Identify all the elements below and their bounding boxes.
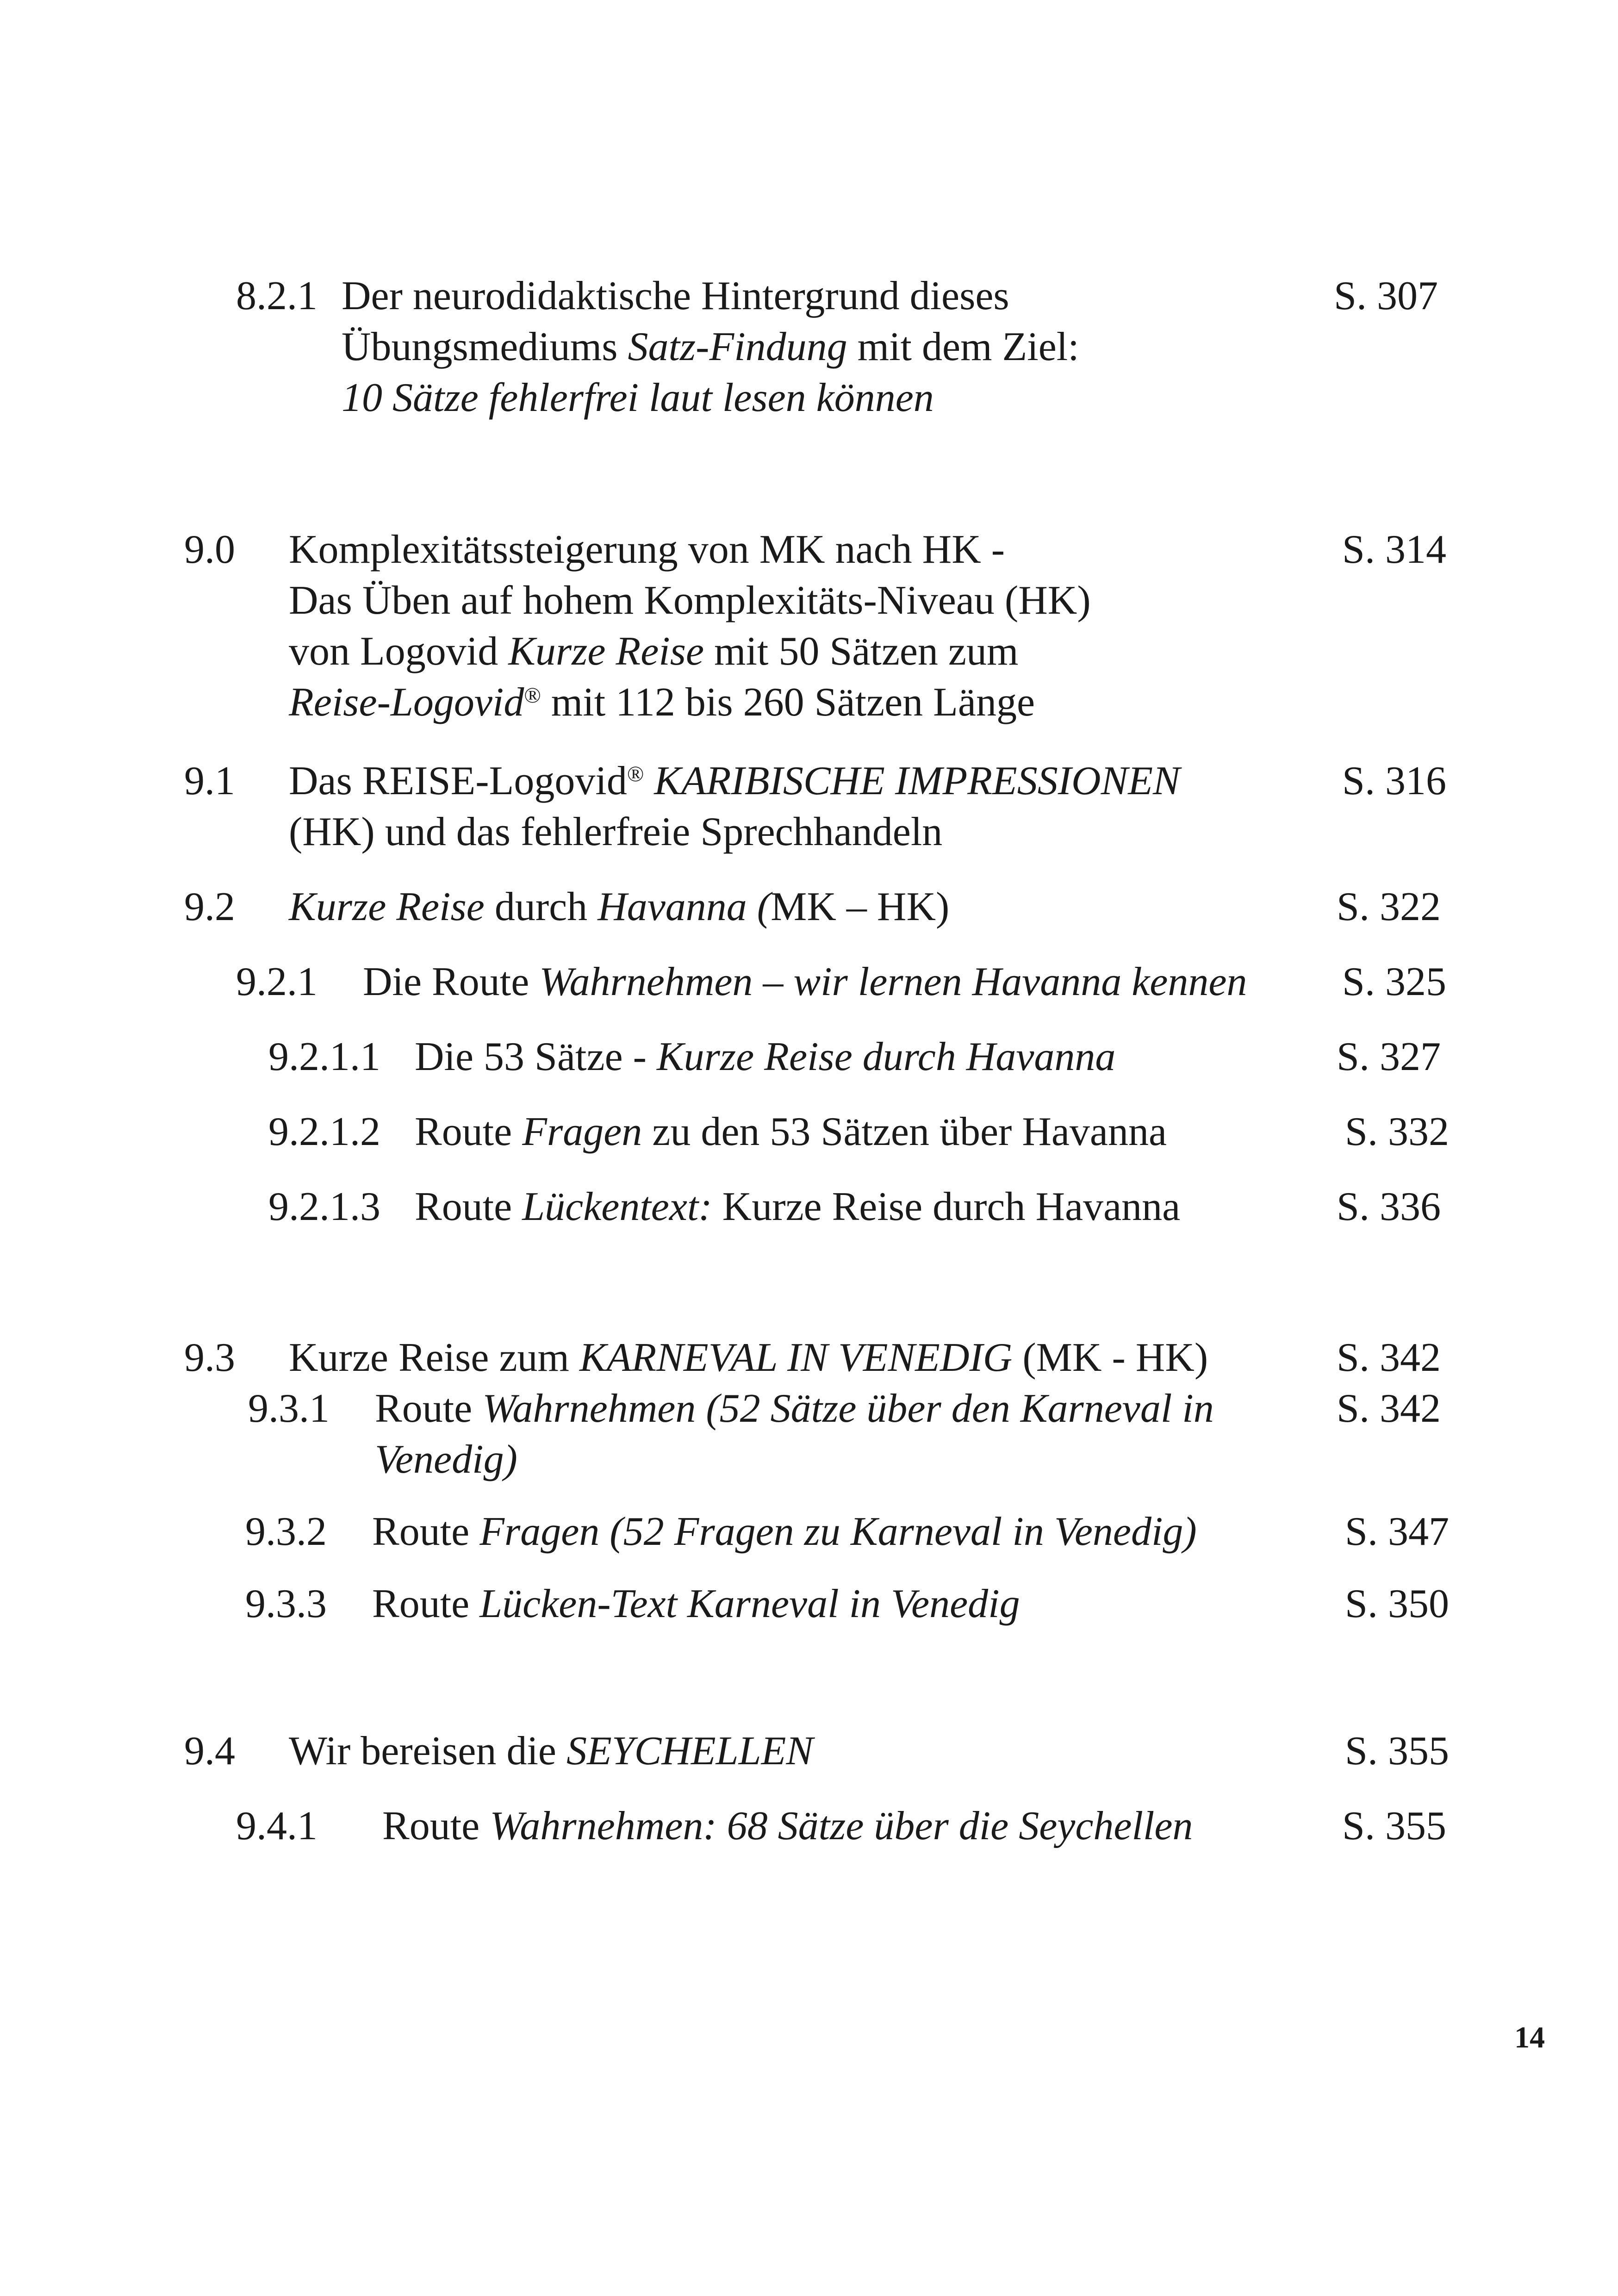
entry-number: 9.3.1 bbox=[248, 1386, 330, 1431]
entry-number: 9.4 bbox=[184, 1729, 235, 1773]
entry-number: 9.2.1.1 bbox=[268, 1034, 380, 1079]
title-part-italic: Satz-Findung bbox=[628, 324, 847, 369]
title-part: mit 50 Sätzen zum bbox=[704, 629, 1019, 674]
registered-mark: ® bbox=[524, 683, 541, 708]
entry-page-ref: S. 325 bbox=[1342, 959, 1446, 1004]
entry-page-ref: S. 355 bbox=[1345, 1729, 1449, 1773]
entry-title-line bbox=[372, 1581, 1020, 1626]
entry-number: 9.3.2 bbox=[245, 1509, 327, 1554]
title-part-italic: Lücken-Text Karneval in Venedig bbox=[479, 1581, 1020, 1626]
entry-number: 9.4.1 bbox=[236, 1804, 317, 1848]
entry-page-ref: S. 314 bbox=[1342, 527, 1446, 572]
title-part: Route bbox=[372, 1509, 480, 1554]
title-part: Kurze Reise zum bbox=[289, 1335, 579, 1380]
entry-title-line bbox=[415, 1184, 1181, 1229]
entry-number: 9.2.1.3 bbox=[268, 1184, 380, 1229]
title-part: Kurze Reise durch Havanna bbox=[712, 1184, 1181, 1229]
registered-mark: ® bbox=[627, 762, 644, 786]
entry-title-line bbox=[372, 1509, 1197, 1554]
entry-title-line: 10 Sätze fehlerfrei laut lesen können bbox=[342, 375, 934, 420]
entry-number: 9.2.1 bbox=[236, 959, 317, 1004]
entry-number: 9.0 bbox=[184, 527, 235, 572]
entry-page-ref: S. 350 bbox=[1345, 1581, 1449, 1626]
title-part-italic: SEYCHELLEN bbox=[566, 1729, 814, 1773]
entry-page-ref: S. 327 bbox=[1337, 1034, 1441, 1079]
entry-page-ref: S. 316 bbox=[1342, 759, 1446, 803]
title-part: Route bbox=[375, 1386, 483, 1431]
entry-title-line bbox=[342, 324, 1079, 369]
title-part: von Logovid bbox=[289, 629, 509, 674]
title-part-italic: Reise-Logovid bbox=[289, 680, 524, 725]
entry-number: 9.1 bbox=[184, 759, 235, 803]
entry-title-line bbox=[289, 682, 1035, 723]
title-part: mit dem Ziel: bbox=[847, 324, 1079, 369]
title-part-italic: Kurze Reise bbox=[289, 884, 485, 929]
entry-title-line: Komplexitätssteigerung von MK nach HK - bbox=[289, 527, 1005, 572]
title-part-italic: Kurze Reise durch Havanna bbox=[656, 1034, 1116, 1079]
entry-title-line bbox=[289, 884, 950, 929]
title-part: zu den 53 Sätzen über Havanna bbox=[642, 1109, 1167, 1154]
entry-number: 9.3.3 bbox=[245, 1581, 327, 1626]
entry-title-line bbox=[375, 1388, 1214, 1429]
title-part-italic: Wahrnehmen: 68 Sätze über die Seychellen bbox=[490, 1804, 1193, 1848]
entry-number: 9.2 bbox=[184, 884, 235, 929]
title-part: (MK - HK) bbox=[1012, 1335, 1208, 1380]
entry-title-line: Das Üben auf hohem Komplexitäts-Niveau (HK) bbox=[289, 578, 1091, 623]
title-part: Route bbox=[415, 1184, 523, 1229]
title-part: Übungsmediums bbox=[342, 324, 628, 369]
entry-title-line bbox=[289, 631, 1018, 672]
title-part-italic: Kurze Reise bbox=[508, 629, 704, 674]
entry-title-line bbox=[289, 1731, 813, 1772]
title-part: Route bbox=[415, 1109, 523, 1154]
title-part: Die Route bbox=[363, 959, 540, 1004]
title-part-italic: Wahrnehmen (52 Sätze über den Karneval in bbox=[482, 1386, 1214, 1431]
entry-page-ref: S. 332 bbox=[1345, 1109, 1449, 1154]
entry-title-line bbox=[363, 959, 1247, 1004]
title-part-italic: KARNEVAL IN VENEDIG bbox=[579, 1335, 1013, 1380]
title-part: Route bbox=[382, 1804, 490, 1848]
entry-page-ref: S. 307 bbox=[1334, 274, 1438, 318]
entry-page-ref: S. 322 bbox=[1337, 884, 1441, 929]
title-part-italic: Lückentext: bbox=[522, 1184, 712, 1229]
entry-number: 9.2.1.2 bbox=[268, 1109, 380, 1154]
entry-page-ref: S. 336 bbox=[1337, 1184, 1441, 1229]
entry-title-line: (HK) und das fehlerfreie Sprechhandeln bbox=[289, 809, 943, 854]
title-part-italic: KARIBISCHE IMPRESSIONEN bbox=[644, 759, 1180, 803]
title-part: Das REISE-Logovid bbox=[289, 759, 627, 803]
entry-page-ref: S. 342 bbox=[1337, 1386, 1441, 1431]
title-part: Die 53 Sätze - bbox=[415, 1034, 657, 1079]
title-part-italic: Havanna ( bbox=[597, 884, 771, 929]
entry-title-line bbox=[382, 1806, 1193, 1847]
title-part-italic: Fragen bbox=[522, 1109, 642, 1154]
title-part-italic: Wahrnehmen – wir lernen Havanna kennen bbox=[539, 959, 1247, 1004]
entry-title-line: Venedig) bbox=[375, 1437, 517, 1482]
title-part: durch bbox=[484, 884, 598, 929]
entry-number: 9.3 bbox=[184, 1335, 235, 1380]
entry-title-line: Der neurodidaktische Hintergrund dieses bbox=[342, 274, 1009, 318]
entry-number: 8.2.1 bbox=[236, 274, 317, 318]
entry-page-ref: S. 347 bbox=[1345, 1509, 1449, 1554]
entry-title-line bbox=[289, 1335, 1208, 1380]
entry-title-line bbox=[415, 1109, 1167, 1154]
entry-page-ref: S. 342 bbox=[1337, 1335, 1441, 1380]
title-part: mit 112 bis 260 Sätzen Länge bbox=[541, 680, 1035, 725]
title-part: Wir bereisen die bbox=[289, 1729, 566, 1773]
title-part: MK – HK) bbox=[771, 884, 950, 929]
title-part-italic: Fragen (52 Fragen zu Karneval in Venedig) bbox=[479, 1509, 1197, 1554]
title-part: Route bbox=[372, 1581, 480, 1626]
entry-page-ref: S. 355 bbox=[1342, 1804, 1446, 1848]
entry-title-line bbox=[289, 761, 1180, 802]
entry-title-line bbox=[415, 1034, 1116, 1079]
page-number: 14 bbox=[1514, 2021, 1545, 2054]
